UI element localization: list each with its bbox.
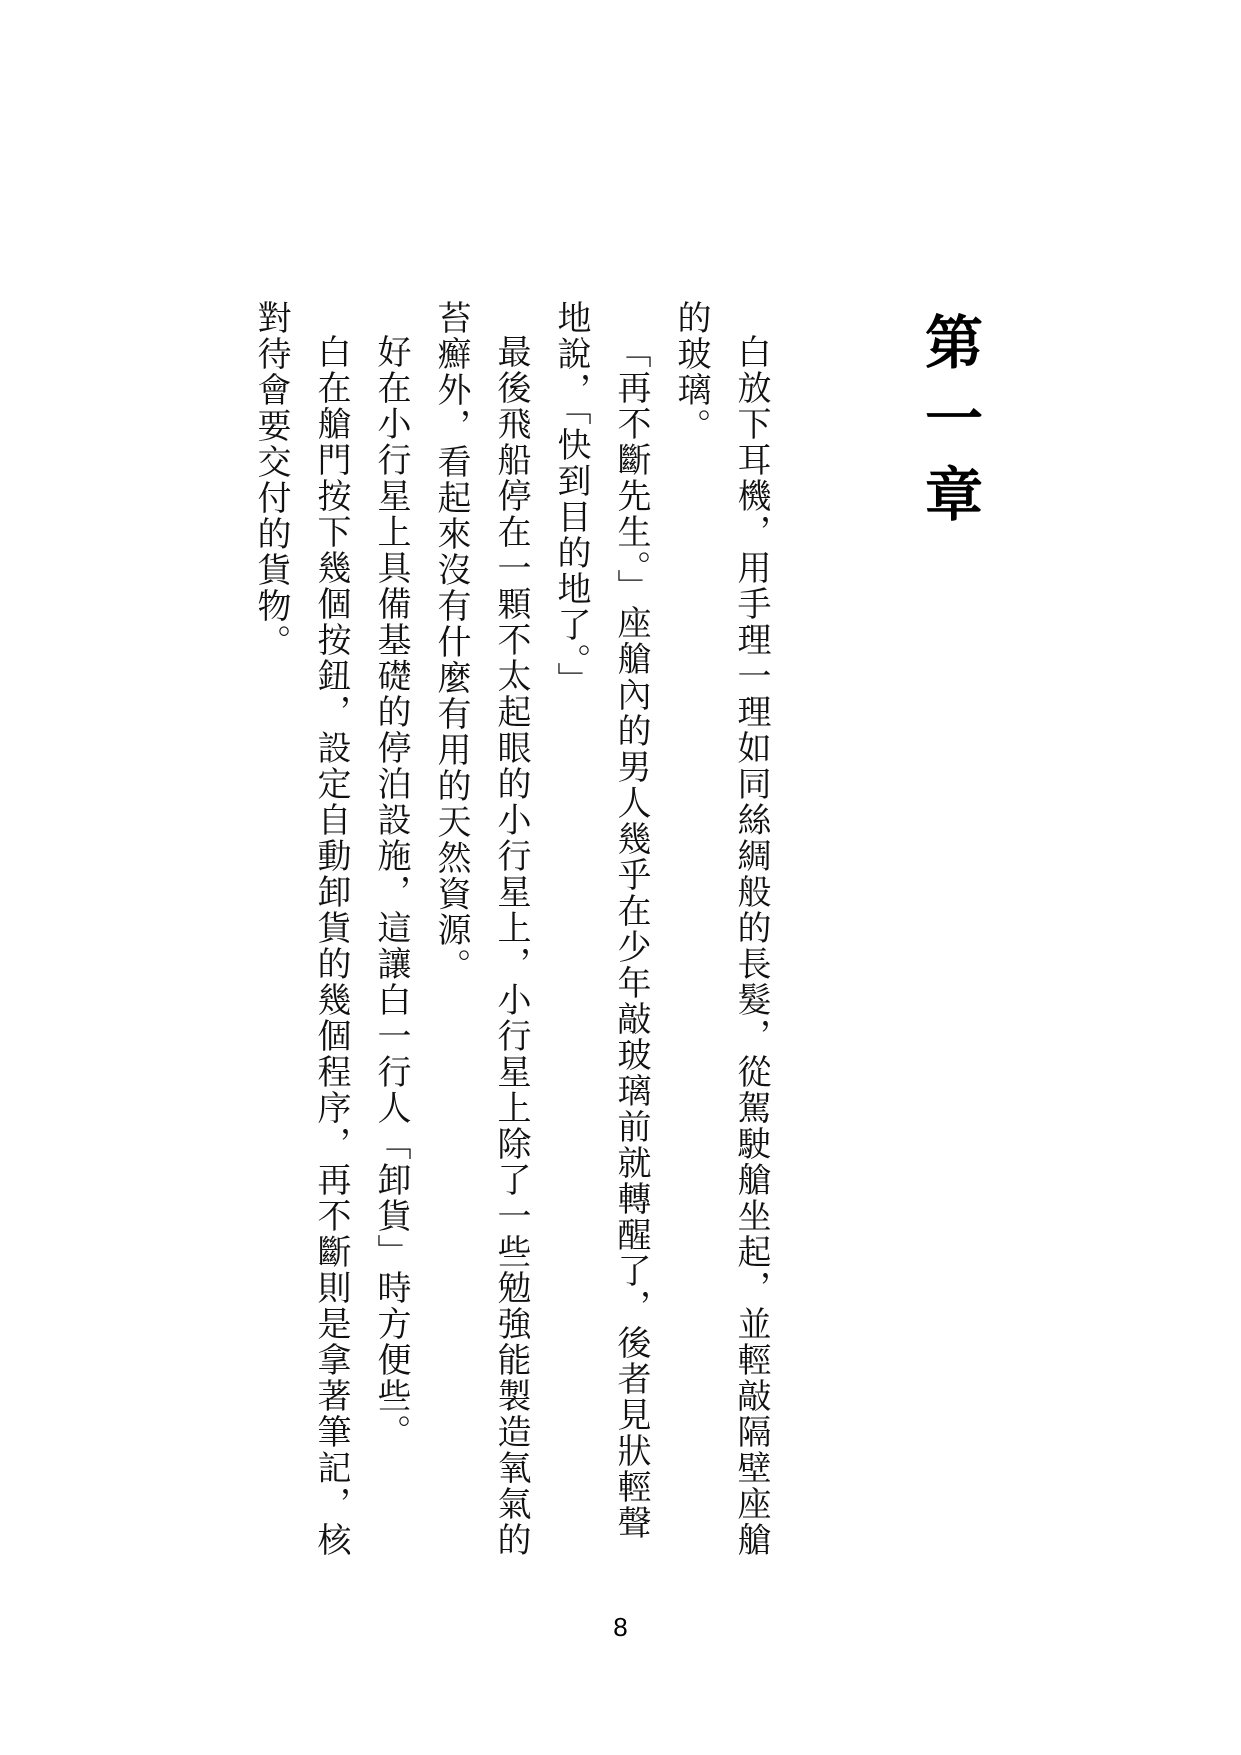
paragraph: 「再不斷先生。」座艙內的男人幾乎在少年敲玻璃前就轉醒了，後者見狀輕聲地說，「快到目的地了。」 [551, 300, 651, 1541]
page-number: 8 [613, 1612, 628, 1642]
paragraph: 最後飛船停在一顆不太起眼的小行星上，小行星上除了一些勉強能製造氧氣的苔癬外，看起來沒有什麼有用的天然資源。 [431, 300, 531, 1558]
paragraph: 白放下耳機，用手理一理如同絲綢般的長髮，從駕駛艙坐起，並輕敲隔壁座艙的玻璃。 [671, 300, 771, 1558]
paragraph: 好在小行星上具備基礎的停泊設施，這讓白一行人「卸貨」時方便些。 [371, 334, 411, 1450]
body-text [241, 300, 781, 1570]
paragraph: 白在艙門按下幾個按鈕，設定自動卸貨的幾個程序，再不斷則是拿著筆記，核對待會要交付的貨物。 [251, 300, 351, 1558]
chapter-title: 第一章 [915, 312, 983, 540]
